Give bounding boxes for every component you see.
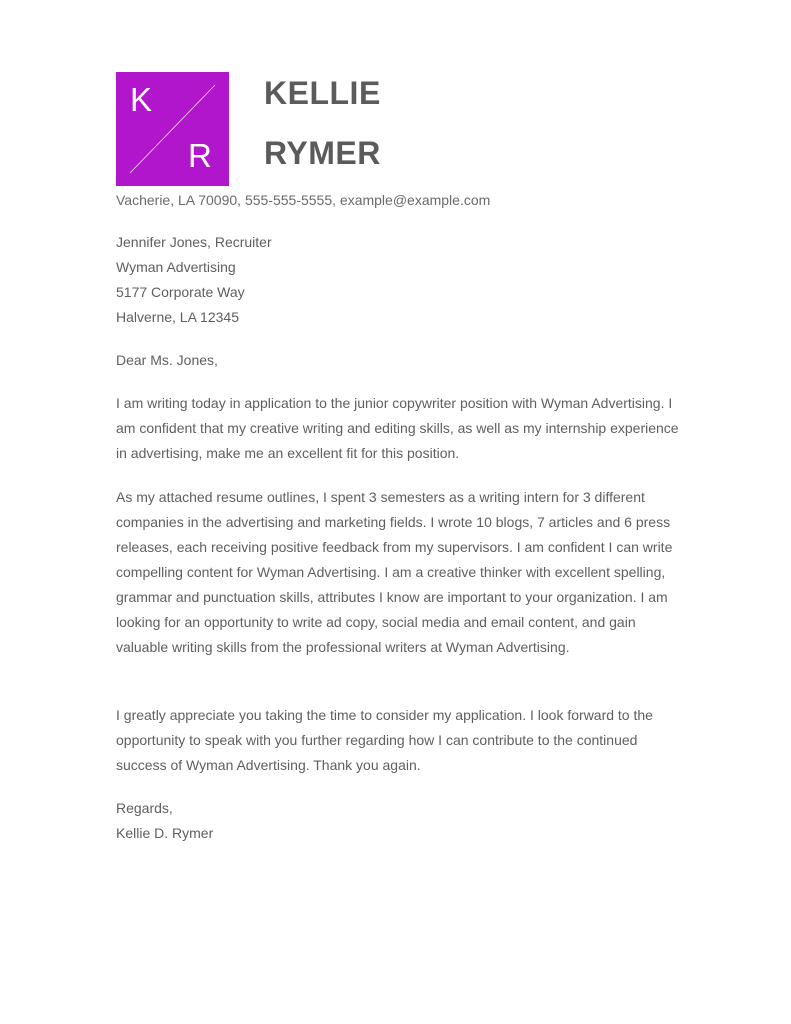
paragraph-text: As my attached resume outlines, I spent 3 semesters as a writing intern for 3 different companies in the advertising and marketing fields. I wrote 10 blogs, 7 articles and 6 press releases, each receiving positive feedback from my supervisors. I am confident I can write compelling content for Wyman Advertising. I am a creative thinker with excellent spelling, grammar and punctuation skills, attributes I know are important to your organization. I am looking for an opportunity to write ad copy, social media and email content, and gain valuable writing skills from the professional writers at Wyman Advertising. (116, 489, 673, 655)
contact-info: Vacherie, LA 70090, 555-555-5555, example@example.com (116, 192, 491, 208)
recipient-name-title: Jennifer Jones, Recruiter (116, 234, 272, 250)
signature-name: Kellie D. Rymer (116, 825, 214, 841)
paragraph-text: I greatly appreciate you taking the time to consider my application. I look forward to the opportunity to speak with you further regarding how I can contribute to the continued success of Wyman Advertising. Thank you again. (116, 707, 653, 773)
letter-paragraph-3 (116, 703, 686, 778)
monogram-logo (116, 72, 229, 186)
recipient-city-state-zip: Halverne, LA 12345 (116, 309, 239, 325)
paragraph-text: I am writing today in application to the junior copywriter position with Wyman Advertising. I am confident that my creative writing and editing skills, as well as my internship experience in advertising, make me an excellent fit for this position. (116, 395, 679, 461)
recipient-address (116, 230, 686, 330)
closing-phrase: Regards, (116, 800, 173, 816)
monogram-last-initial: R (188, 137, 212, 174)
letter-paragraph-1 (116, 391, 686, 466)
last-name-heading: RYMER (264, 135, 381, 171)
first-name-heading: KELLIE (264, 75, 381, 111)
letter-paragraph-2 (116, 485, 686, 660)
monogram-first-initial: K (130, 81, 153, 118)
recipient-company: Wyman Advertising (116, 259, 236, 275)
recipient-street: 5177 Corporate Way (116, 284, 245, 300)
letter-closing (116, 796, 686, 846)
salutation: Dear Ms. Jones, (116, 352, 218, 368)
